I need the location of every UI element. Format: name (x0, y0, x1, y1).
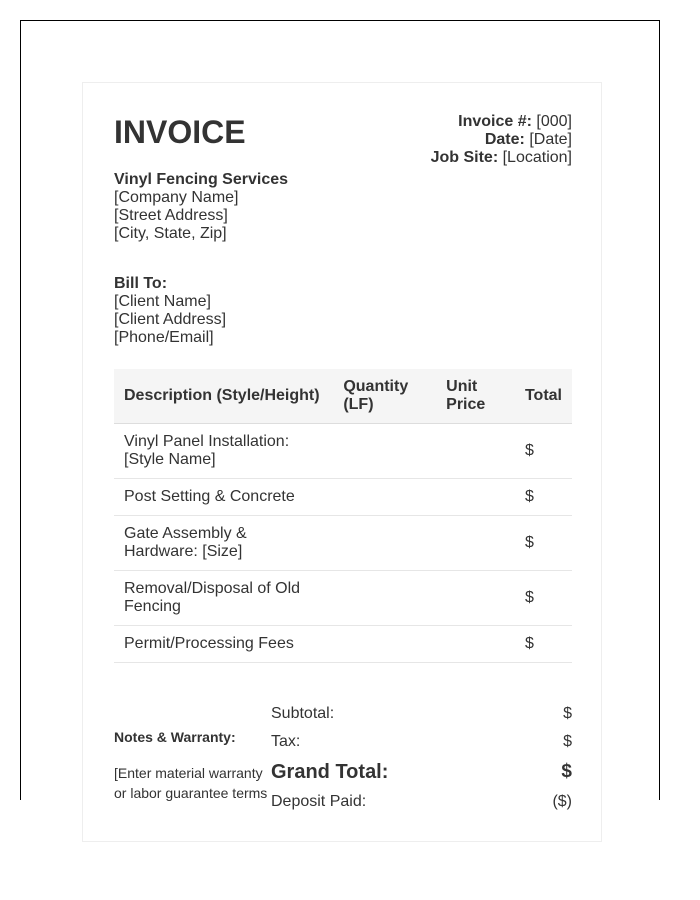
subtotal-value: $ (563, 705, 572, 722)
header-quantity: Quantity (LF) (333, 369, 436, 424)
invoice-date-value: [Date] (529, 131, 572, 148)
company-city: [City, State, Zip] (114, 225, 227, 242)
grand-total-label: Grand Total: (271, 760, 389, 783)
row-unit-price (436, 516, 515, 571)
row-quantity (333, 479, 436, 516)
header-unit-price: Unit Price (436, 369, 515, 424)
row-total: $ (515, 479, 572, 516)
row-description: Removal/Disposal of Old Fencing (114, 571, 333, 626)
row-unit-price (436, 626, 515, 663)
table-row (114, 626, 572, 663)
row-total: $ (515, 516, 572, 571)
table-header-row (114, 369, 572, 424)
company-heading: Vinyl Fencing Services (114, 171, 289, 188)
tax-row (271, 728, 572, 756)
company-name: [Company Name] (114, 189, 239, 206)
table-row (114, 516, 572, 571)
tax-value: $ (563, 733, 572, 750)
notes-text: [Enter material warranty or labor guarantee terms (114, 765, 268, 801)
invoice-date-label: Date: (484, 131, 525, 148)
row-unit-price (436, 479, 515, 516)
header-total: Total (515, 369, 572, 424)
table-row (114, 479, 572, 516)
job-site-value: [Location] (502, 149, 572, 166)
document-viewport (20, 20, 660, 810)
row-quantity (333, 424, 436, 479)
row-total: $ (515, 424, 572, 479)
invoice-date-row (431, 131, 572, 149)
table-row (114, 424, 572, 479)
invoice-number-label: Invoice #: (458, 113, 532, 130)
header-description: Description (Style/Height) (114, 369, 333, 424)
invoice-title: INVOICE (114, 114, 246, 150)
invoice-meta (431, 113, 572, 167)
table-row (114, 571, 572, 626)
company-street: [Street Address] (114, 207, 228, 224)
row-description: Gate Assembly & Hardware: [Size] (114, 516, 333, 571)
company-info (114, 171, 288, 243)
notes-title: Notes & Warranty: (114, 729, 236, 745)
subtotal-row (271, 700, 572, 728)
row-quantity (333, 571, 436, 626)
bill-to (114, 275, 226, 347)
row-quantity (333, 516, 436, 571)
row-description: Permit/Processing Fees (114, 626, 333, 663)
row-description: Vinyl Panel Installation: [Style Name] (114, 424, 333, 479)
deposit-value: ($) (552, 793, 572, 810)
deposit-row (271, 788, 572, 816)
grand-total-value: $ (561, 761, 572, 782)
row-description: Post Setting & Concrete (114, 479, 333, 516)
client-contact: [Phone/Email] (114, 329, 214, 346)
row-unit-price (436, 424, 515, 479)
invoice-number-row (431, 113, 572, 131)
invoice-sheet (82, 82, 602, 842)
bill-to-label: Bill To: (114, 275, 168, 292)
row-quantity (333, 626, 436, 663)
table-body (114, 424, 572, 663)
row-total: $ (515, 626, 572, 663)
subtotal-label: Subtotal: (271, 705, 335, 722)
totals-block (271, 700, 572, 816)
tax-label: Tax: (271, 733, 301, 750)
job-site-row (431, 149, 572, 167)
invoice-number-value: [000] (536, 113, 572, 130)
row-total: $ (515, 571, 572, 626)
line-items-table (114, 369, 572, 663)
grand-total-row (271, 756, 572, 788)
client-address: [Client Address] (114, 311, 227, 328)
job-site-label: Job Site: (430, 149, 499, 166)
table-header (114, 369, 572, 424)
client-name: [Client Name] (114, 293, 211, 310)
deposit-label: Deposit Paid: (271, 793, 367, 810)
row-unit-price (436, 571, 515, 626)
